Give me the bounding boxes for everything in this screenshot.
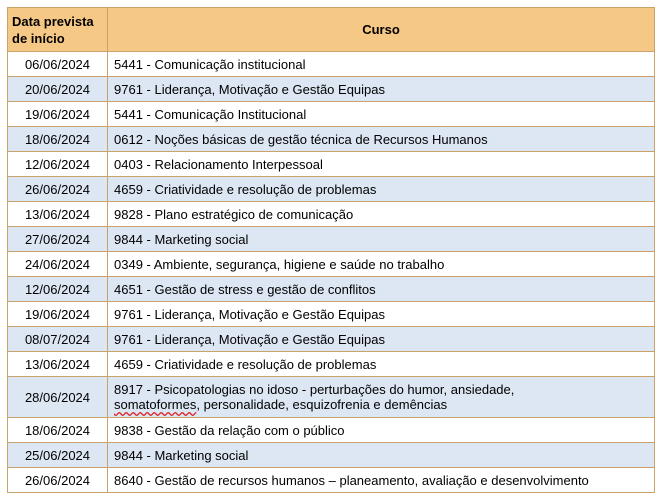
table-row bbox=[8, 327, 655, 352]
table-row bbox=[8, 252, 655, 277]
table-row bbox=[8, 277, 655, 302]
date-cell: 19/06/2024 bbox=[8, 302, 108, 327]
course-cell: 0403 - Relacionamento Interpessoal bbox=[108, 152, 655, 177]
course-cell: 4659 - Criatividade e resolução de problemas bbox=[108, 177, 655, 202]
course-cell: 4651 - Gestão de stress e gestão de conflitos bbox=[108, 277, 655, 302]
course-cell: 9838 - Gestão da relação com o público bbox=[108, 418, 655, 443]
course-line-1: 8917 - Psicopatologias no idoso - perturbações do humor, ansiedade, bbox=[114, 382, 515, 397]
date-cell: 26/06/2024 bbox=[8, 468, 108, 493]
course-cell bbox=[108, 377, 655, 418]
header-row bbox=[8, 8, 655, 52]
date-cell: 13/06/2024 bbox=[8, 352, 108, 377]
date-cell: 06/06/2024 bbox=[8, 52, 108, 77]
date-cell: 19/06/2024 bbox=[8, 102, 108, 127]
course-cell: 9828 - Plano estratégico de comunicação bbox=[108, 202, 655, 227]
table-row bbox=[8, 352, 655, 377]
table-row bbox=[8, 152, 655, 177]
courses-table bbox=[7, 7, 655, 493]
date-cell: 26/06/2024 bbox=[8, 177, 108, 202]
date-cell: 13/06/2024 bbox=[8, 202, 108, 227]
date-cell: 25/06/2024 bbox=[8, 443, 108, 468]
date-cell: 24/06/2024 bbox=[8, 252, 108, 277]
course-cell: 9761 - Liderança, Motivação e Gestão Equipas bbox=[108, 77, 655, 102]
date-cell: 27/06/2024 bbox=[8, 227, 108, 252]
course-cell: 9761 - Liderança, Motivação e Gestão Equipas bbox=[108, 302, 655, 327]
course-cell: 8640 - Gestão de recursos humanos – planeamento, avaliação e desenvolvimento bbox=[108, 468, 655, 493]
course-cell: 5441 - Comunicação Institucional bbox=[108, 102, 655, 127]
table-row bbox=[8, 177, 655, 202]
date-cell: 28/06/2024 bbox=[8, 377, 108, 418]
table-row bbox=[8, 418, 655, 443]
course-cell: 9844 - Marketing social bbox=[108, 227, 655, 252]
table-row bbox=[8, 443, 655, 468]
table-row bbox=[8, 77, 655, 102]
course-cell: 5441 - Comunicação institucional bbox=[108, 52, 655, 77]
date-cell: 18/06/2024 bbox=[8, 127, 108, 152]
date-cell: 20/06/2024 bbox=[8, 77, 108, 102]
header-date bbox=[8, 8, 108, 52]
course-cell: 9761 - Liderança, Motivação e Gestão Equipas bbox=[108, 327, 655, 352]
table-row bbox=[8, 127, 655, 152]
header-date-line1: Data prevista bbox=[12, 13, 94, 29]
table-row bbox=[8, 377, 655, 418]
date-cell: 12/06/2024 bbox=[8, 277, 108, 302]
table-row bbox=[8, 102, 655, 127]
date-cell: 12/06/2024 bbox=[8, 152, 108, 177]
table-row bbox=[8, 202, 655, 227]
table-row bbox=[8, 302, 655, 327]
header-course: Curso bbox=[108, 8, 655, 52]
header-date-line2: de início bbox=[12, 30, 65, 46]
table-row bbox=[8, 227, 655, 252]
course-line-2: , personalidade, esquizofrenia e demências bbox=[196, 397, 448, 412]
table-row bbox=[8, 468, 655, 493]
course-cell: 9844 - Marketing social bbox=[108, 443, 655, 468]
date-cell: 08/07/2024 bbox=[8, 327, 108, 352]
course-cell: 4659 - Criatividade e resolução de problemas bbox=[108, 352, 655, 377]
date-cell: 18/06/2024 bbox=[8, 418, 108, 443]
table-row bbox=[8, 52, 655, 77]
spellcheck-word: somatoformes bbox=[114, 397, 197, 412]
course-cell: 0612 - Noções básicas de gestão técnica de Recursos Humanos bbox=[108, 127, 655, 152]
course-cell: 0349 - Ambiente, segurança, higiene e saúde no trabalho bbox=[108, 252, 655, 277]
